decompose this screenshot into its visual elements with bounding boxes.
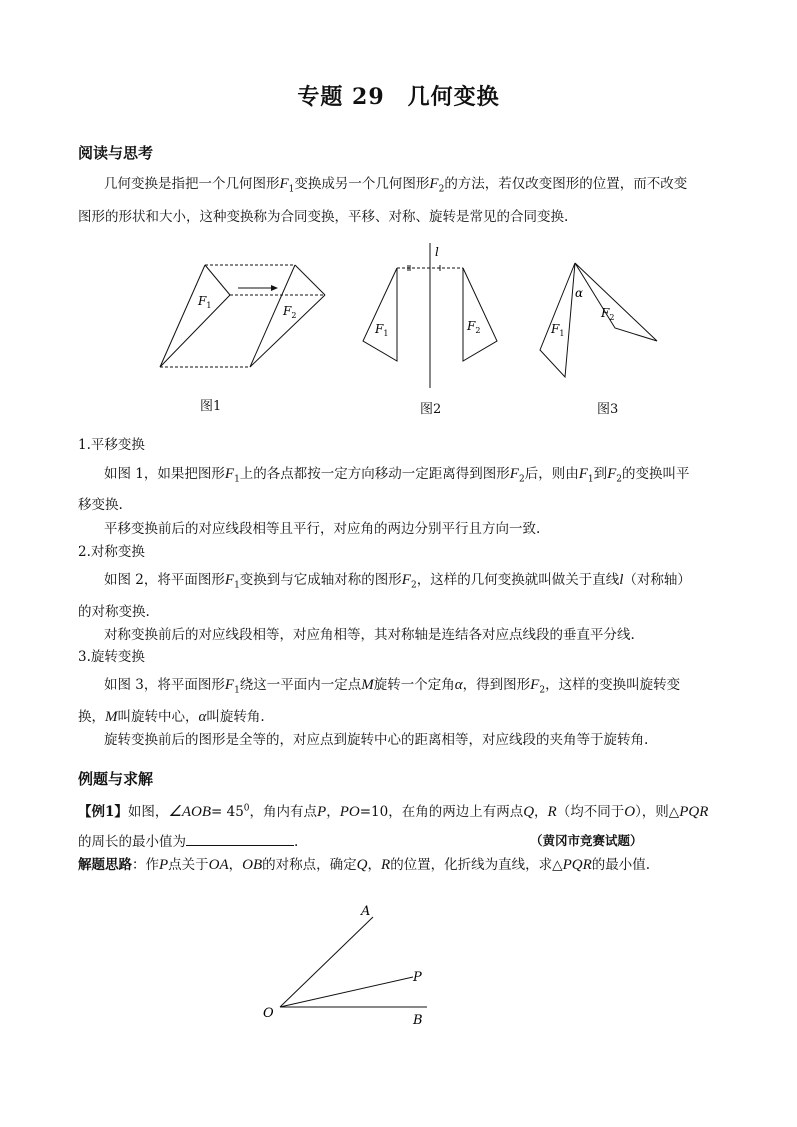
f1-label-fig3: $F_1$ (551, 322, 565, 338)
example-1-hint: 解题思路：作P点关于OA，OB的对称点，确定Q，R的位置，化折线为直线，求△PQR的最小值. (78, 857, 651, 873)
translation-heading: 1.平移变换 (78, 437, 145, 453)
f2-label-fig1: $F_2$ (283, 304, 297, 320)
intro-line-2: 图形的形状和大小，这种变换称为合同变换，平移、对称、旋转是常见的合同变换. (78, 209, 569, 225)
figure-2-reflection (355, 238, 505, 393)
f1-edge-left (160, 265, 205, 367)
f1-shape-fig2 (363, 268, 397, 361)
example-1-line1: 【例1】如图，∠AOB= $45^0$，角内有点P，PO=10，在角的两边上有两点Q，R（均不同于O），则△PQR (78, 803, 709, 820)
section-heading-reading: 阅读与思考 (78, 144, 154, 162)
translation-p2: 平移变换前后的对应线段相等且平行，对应角的两边分别平行且方向一致. (104, 521, 541, 537)
f1-label-fig1: $F_1$ (198, 294, 212, 310)
intro-line-1: 几何变换是指把一个几何图形$F_1$变换成另一个几何图形$F_2$的方法，若仅改变图形的位置，而不改变 (104, 176, 688, 195)
f1-edge-top-right (205, 265, 230, 295)
symmetry-p2: 对称变换前后的对应线段相等，对应角相等，其对称轴是连结各对应点线段的垂直平分线. (104, 627, 635, 643)
example-1-source: （黄冈市竞赛试题） (530, 833, 643, 848)
example-1-line2: 的周长的最小值为 . (78, 834, 299, 850)
ray-oa (280, 917, 373, 1007)
rotation-p1-line2: 换，M叫旋转中心，α叫旋转角. (78, 709, 265, 725)
f2-label-fig3: $F_2$ (601, 306, 615, 322)
translation-p1-line2: 移变换. (78, 497, 123, 513)
point-p-label: P (413, 970, 422, 985)
examples-heading: 例题与求解 (78, 770, 154, 788)
f1-label-fig2: $F_1$ (375, 322, 389, 338)
page-title: 专题 29 几何变换 (297, 84, 500, 110)
translation-arrow-head (271, 285, 278, 291)
symmetry-p1-line2: 的对称变换. (78, 604, 150, 620)
symmetry-p1-line1: 如图 2，将平面图形$F_1$变换到与它成轴对称的图形$F_2$，这样的几何变换就叫做关于直线l（对称轴） (104, 572, 691, 591)
alpha-label: α (575, 286, 584, 300)
figure-3-caption: 图3 (597, 402, 619, 417)
symmetry-heading: 2.对称变换 (78, 544, 145, 560)
angle-aob-figure (255, 895, 440, 1035)
f2-shape-fig3 (575, 263, 657, 341)
f1-edge-bottom (160, 295, 230, 367)
f2-shape-fig2 (463, 268, 497, 361)
rotation-heading: 3.旋转变换 (78, 649, 145, 665)
answer-blank (186, 833, 294, 846)
f1-shape-fig3 (540, 263, 575, 377)
segment-op (280, 977, 413, 1007)
f2-edge-top-right (295, 265, 325, 295)
figure-2-caption: 图2 (420, 402, 442, 417)
point-o-label: O (263, 1006, 274, 1021)
rotation-p2: 旋转变换前后的图形是全等的，对应点到旋转中心的距离相等，对应线段的夹角等于旋转角. (104, 732, 649, 748)
f2-label-fig2: $F_2$ (467, 319, 481, 335)
figure-1-translation (150, 255, 335, 380)
point-b-label: B (413, 1013, 423, 1028)
translation-p1-line1: 如图 1，如果把图形$F_1$上的各点都按一定方向移动一定距离得到图形$F_2$后，则由$F_1$到$F_2$的变换叫平 (104, 466, 690, 485)
line-l-label: l (435, 245, 439, 259)
figure-3-rotation (535, 255, 665, 385)
point-a-label: A (361, 904, 371, 919)
rotation-p1-line1: 如图 3，将平面图形$F_1$绕这一平面内一定点M旋转一个定角α，得到图形$F_2$，这样的变换叫旋转变 (104, 677, 681, 696)
figure-1-caption: 图1 (200, 399, 222, 414)
